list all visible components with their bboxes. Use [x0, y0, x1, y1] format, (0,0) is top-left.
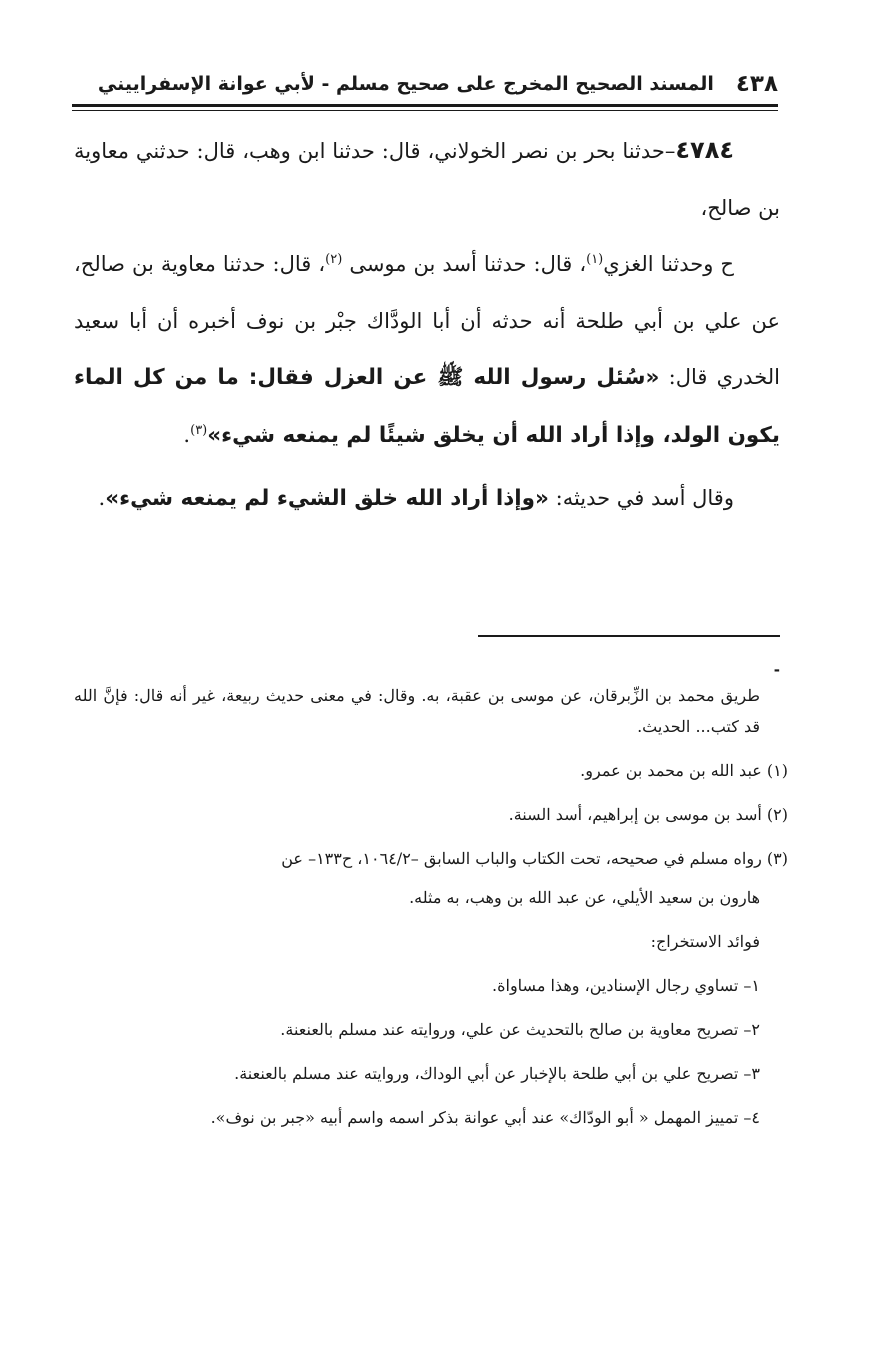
footnote-3: (٣) رواه مسلم في صحيحه، تحت الكتاب والباب السابق –١٠٦٤/٢، ح١٣٣– عن [281, 849, 788, 868]
hadith-paragraph [74, 122, 780, 236]
footnote-ref-2: (٢) [325, 252, 343, 267]
footnote-ref-1: (١) [586, 252, 604, 267]
benefits-title: فوائد الاستخراج: [650, 932, 760, 951]
footnotes [74, 680, 788, 1133]
chain-text-a: ح وحدثنا الغزي [603, 252, 734, 276]
second-chain-paragraph [74, 236, 780, 464]
header-rule-thin [72, 110, 778, 111]
benefit-3: ٣– تصريح علي بن أبي طلحة بالإخبار عن أبي الوداك، وروايته عند مسلم بالعنعنة. [234, 1064, 760, 1083]
hadith-number: ٤٧٨٤ [675, 136, 734, 164]
benefit-1: ١– تساوي رجال الإسنادين، وهذا مساواة. [492, 976, 760, 995]
variant-intro: وقال أسد في حديثه: [548, 486, 734, 510]
period: . [98, 486, 106, 510]
chain-text-c: ، قال: حدثنا معاوية بن صالح، عن علي بن أبي طلحة أنه حدثه أن أبا الودَّاك جبْر بن نوف أخبره أن أبا سعيد الخدري قال: [74, 252, 780, 389]
period: . [183, 422, 191, 447]
asad-variant-paragraph [74, 470, 780, 528]
benefit-4: ٤– تمييز المهمل « أبو الودّاك» عند أبي عوانة بذكر اسمه واسم أبيه «جبر بن نوف». [210, 1108, 760, 1127]
footnote-ref-3: (٣) [190, 422, 208, 438]
footnote-1: (١) عبد الله بن محمد بن عمرو. [580, 761, 788, 780]
footnote-rule [478, 635, 780, 637]
footnote-separator [0, 635, 780, 679]
benefit-2: ٢– تصريح معاوية بن صالح بالتحديث عن علي، وروايته عند مسلم بالعنعنة. [280, 1020, 760, 1039]
footnote-continued: طريق محمد بن الزِّبرقان، عن موسى بن عقبة، به. وقال: في معنى حديث ربيعة، غير أنه قال: فإنَّ الله قد كتب... الحديث. [74, 686, 760, 736]
running-header [97, 64, 778, 104]
footnote-continuation-dash: - [773, 661, 780, 679]
main-text [74, 122, 780, 528]
chain-text-b: ، قال: حدثنا أسد بن موسى [342, 252, 587, 276]
variant-matn: «وإذا أراد الله خلق الشيء لم يمنعه شيء» [105, 486, 549, 511]
header-rule-thick [72, 104, 778, 107]
hadith-matn: «سُئل رسول الله ﷺ عن العزل فقال: ما من كل الماء يكون الولد، وإذا أراد الله أن يخلق شيئًا لم يمنعه شيء» [74, 365, 780, 448]
page-number: ٤٣٨ [735, 71, 778, 97]
isnad-text: –حدثنا بحر بن نصر الخولاني، قال: حدثنا ابن وهب، قال: حدثني معاوية بن صالح، [74, 139, 780, 220]
footnote-3-continued: هارون بن سعيد الأيلي، عن عبد الله بن وهب، به مثله. [409, 888, 760, 907]
book-title: المسند الصحيح المخرج على صحيح مسلم - لأبي عوانة الإسفراييني [97, 73, 714, 95]
footnote-2: (٢) أسد بن موسى بن إبراهيم، أسد السنة. [508, 805, 788, 824]
